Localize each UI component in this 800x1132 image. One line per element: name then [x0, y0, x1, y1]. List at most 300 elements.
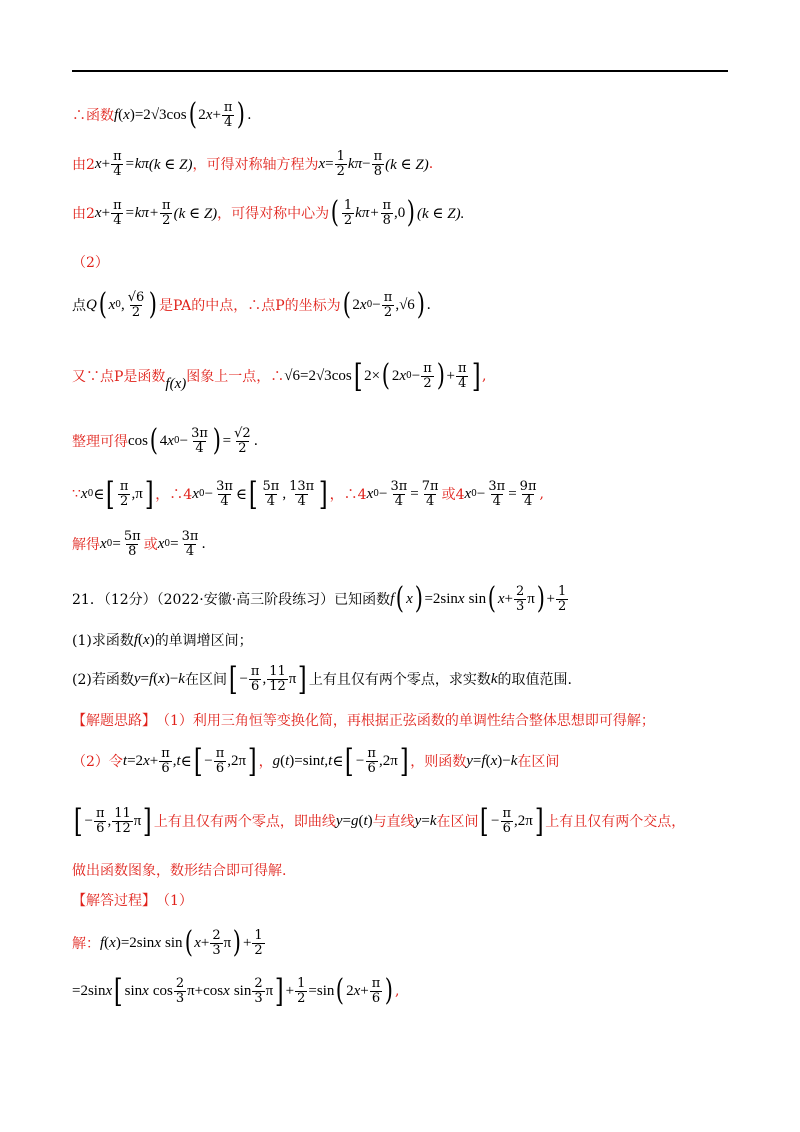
math: = — [170, 535, 179, 552]
num: π — [161, 745, 170, 761]
fraction — [249, 665, 262, 693]
num: 3π — [216, 478, 233, 494]
fraction — [421, 362, 434, 390]
math: x — [123, 106, 130, 123]
line-part2-label — [72, 252, 109, 272]
num: 1 — [297, 975, 306, 991]
math: √3 — [150, 106, 167, 123]
den: 4 — [426, 493, 435, 509]
math: π — [288, 670, 297, 687]
math: t — [328, 752, 333, 769]
section-tag: 【解答过程】 — [72, 893, 156, 909]
math: ( — [153, 670, 159, 687]
math: t — [285, 752, 290, 769]
math: ∈ — [332, 753, 344, 770]
math: ∈ — [93, 486, 105, 503]
math: ) — [367, 812, 373, 829]
math: sin — [468, 590, 487, 607]
math: x — [399, 367, 407, 384]
math: k — [429, 812, 437, 829]
math: k — [510, 752, 518, 769]
text: 的取值范围. — [497, 672, 572, 688]
math: f — [148, 670, 154, 687]
math: x — [366, 485, 374, 502]
sub: 0 — [406, 371, 412, 381]
math: 4 — [159, 432, 168, 449]
text: 解： — [72, 936, 100, 952]
math: − — [179, 432, 189, 449]
math: + — [446, 367, 455, 384]
math: − — [204, 752, 213, 769]
math: =2 — [127, 752, 144, 769]
math: x — [457, 590, 465, 607]
fraction — [365, 747, 378, 775]
num: π — [371, 975, 381, 991]
fraction — [252, 977, 264, 1005]
math: x — [497, 590, 505, 607]
line-range — [72, 475, 544, 513]
math: x — [94, 155, 102, 172]
math: ,√6 — [395, 296, 415, 313]
math: cos — [331, 367, 352, 384]
text: 在区间 — [184, 672, 227, 688]
num: 1 — [336, 149, 345, 164]
math: ( — [104, 934, 110, 951]
math: x — [359, 296, 367, 313]
den: 6 — [367, 760, 376, 776]
bracket: ] — [298, 660, 307, 698]
paren: ( — [487, 581, 497, 616]
paren: ( — [98, 287, 107, 322]
num: π — [423, 360, 432, 376]
den: 4 — [195, 440, 204, 456]
math: =2 — [134, 106, 151, 123]
math: 2 — [391, 367, 400, 384]
paren: ( — [396, 581, 405, 616]
bracket: [ — [73, 802, 83, 840]
fraction — [118, 480, 131, 508]
fraction — [94, 807, 107, 835]
paren: ) — [407, 195, 416, 230]
fraction — [295, 977, 307, 1005]
den: 6 — [215, 760, 225, 776]
den: 3 — [515, 598, 525, 614]
paren: ( — [336, 973, 345, 1008]
text: 上有且仅有两个交点， — [545, 814, 686, 830]
den: 12 — [114, 820, 131, 836]
math: − — [239, 670, 248, 687]
sub: 0 — [106, 539, 113, 550]
bracket: ] — [399, 742, 409, 780]
math: + — [212, 106, 221, 123]
text: 上有且仅有两个零点，即曲线 — [153, 814, 336, 830]
text: ∴函数 — [72, 108, 114, 124]
math: ) — [164, 670, 170, 687]
den: 6 — [96, 820, 105, 836]
text: 做出函数图象，数形结合即可得解. — [72, 863, 287, 879]
num: 5π — [123, 529, 141, 544]
num: 3π — [181, 529, 199, 544]
math: − — [355, 752, 365, 769]
num: √6 — [127, 289, 145, 305]
text: （2）令 — [72, 754, 123, 770]
math: y — [133, 670, 141, 687]
math: ( — [358, 812, 364, 829]
math: + — [149, 752, 159, 769]
math: g — [351, 812, 359, 829]
bracket: ] — [534, 802, 544, 840]
math: x — [143, 752, 150, 769]
math: =sin — [294, 752, 321, 769]
den: 2 — [254, 942, 263, 958]
math: kπ — [347, 155, 363, 172]
math: x — [108, 296, 116, 313]
bracket: ] — [144, 475, 154, 513]
math: , — [324, 752, 329, 769]
text: . — [253, 433, 259, 449]
num: π — [457, 360, 467, 376]
num: 3π — [390, 478, 408, 494]
fraction — [160, 199, 173, 227]
math: 2 — [198, 106, 206, 123]
den: 2 — [423, 375, 432, 391]
bracket: ] — [275, 972, 284, 1010]
den: 8 — [373, 163, 382, 179]
text: ， — [258, 754, 273, 770]
math: x — [80, 485, 88, 502]
math: +cos — [194, 982, 224, 999]
paren: ) — [237, 97, 246, 132]
math: π — [187, 982, 195, 999]
text: （1）利用三角恒等变换化简，再根据正弦函数的单调性结合整体思想即可得解； — [156, 713, 655, 729]
math: − — [372, 296, 381, 313]
num: 3π — [191, 425, 208, 441]
math: y — [414, 812, 422, 829]
line-point-p — [72, 357, 487, 395]
math: , — [120, 296, 125, 313]
math: − — [490, 812, 500, 829]
num: 5π — [262, 478, 280, 494]
bracket: ] — [319, 475, 328, 513]
math: x — [142, 982, 149, 999]
math: ∈ — [235, 486, 248, 503]
num: π — [223, 99, 233, 115]
num: π — [373, 149, 383, 164]
fraction — [372, 150, 385, 178]
math: − — [204, 485, 214, 502]
text: （1） — [156, 893, 193, 909]
math: sin — [164, 934, 183, 951]
math: f — [100, 934, 105, 951]
math: x — [143, 631, 150, 648]
line-solution-idea — [72, 710, 655, 730]
math: = — [112, 535, 121, 552]
line-question-21 — [72, 581, 569, 616]
den: 4 — [266, 493, 276, 509]
math: , — [262, 670, 267, 687]
bracket: [ — [193, 742, 203, 780]
math: sin — [124, 982, 143, 999]
num: π — [383, 289, 393, 305]
den: 6 — [251, 678, 260, 694]
math: y — [466, 752, 473, 769]
num: 2 — [515, 583, 525, 599]
paren: ) — [436, 358, 445, 393]
math: ( — [485, 752, 491, 769]
text: 21．（12分）（2022·安徽·高三阶段练习）已知函数 — [72, 592, 391, 608]
text: 点 — [72, 298, 86, 314]
math: π — [265, 982, 274, 999]
math: 2 — [352, 296, 360, 313]
den: 4 — [224, 114, 233, 130]
math: k — [178, 670, 185, 687]
math: ,2π — [227, 752, 247, 769]
fraction — [486, 480, 507, 508]
math: (k ∈ Z). — [416, 205, 465, 222]
text: 的单调增区间； — [154, 633, 253, 649]
text: 解得 — [72, 537, 100, 554]
den: 2 — [558, 598, 567, 614]
fraction — [456, 362, 469, 390]
math: x — [490, 752, 498, 769]
paren: ) — [232, 925, 242, 960]
math: ( — [118, 106, 124, 123]
num: 11 — [114, 805, 131, 821]
line-interval-intersection — [72, 802, 686, 840]
math: x — [154, 934, 161, 951]
line-function-result — [72, 97, 252, 132]
fraction — [159, 747, 172, 775]
text: . — [426, 297, 431, 313]
bracket: ] — [471, 357, 481, 395]
num: 1 — [254, 927, 263, 943]
num: 1 — [558, 583, 567, 599]
paren: ) — [414, 581, 423, 616]
fraction — [287, 480, 316, 508]
sub: 0 — [366, 300, 373, 310]
sub: 0 — [115, 300, 121, 310]
math: + — [200, 934, 210, 951]
text: ，∴4 — [329, 487, 367, 503]
den: 3 — [175, 990, 185, 1006]
math: t — [176, 752, 181, 769]
line-solve-start — [72, 925, 266, 960]
math: √6 — [284, 367, 300, 384]
math: − — [411, 367, 421, 384]
math: =2sin — [424, 590, 458, 607]
math: + — [546, 590, 556, 607]
fraction — [370, 977, 383, 1005]
math: t — [320, 752, 325, 769]
math: cos — [166, 106, 187, 123]
math: π — [133, 812, 142, 829]
math: =kπ+ — [124, 204, 160, 221]
sub: 0 — [173, 436, 180, 446]
text: 或4 — [441, 487, 465, 503]
num: π — [250, 663, 260, 679]
math: π — [223, 934, 232, 951]
math: , — [282, 485, 287, 502]
fraction — [214, 747, 227, 775]
fraction — [210, 929, 222, 957]
paren: ( — [184, 925, 193, 960]
num: 13π — [289, 478, 315, 494]
math: =kπ — [124, 155, 149, 172]
den: 4 — [220, 493, 229, 509]
num: π — [382, 197, 392, 213]
math: − — [84, 812, 93, 829]
fraction — [122, 530, 143, 558]
fraction — [174, 977, 186, 1005]
fraction — [261, 480, 282, 508]
text: ，可得对称中心为 — [217, 206, 330, 222]
fraction — [252, 929, 264, 957]
section-tag: 【解题思路】 — [72, 713, 156, 729]
den: 3 — [212, 942, 221, 958]
den: 3 — [254, 990, 263, 1006]
text: , — [482, 368, 487, 384]
math: f — [114, 106, 119, 123]
math: π — [527, 590, 535, 607]
fraction — [126, 291, 147, 319]
math: ) — [129, 106, 135, 123]
den: 4 — [297, 493, 306, 509]
den: 2 — [343, 212, 353, 228]
num: π — [119, 478, 129, 494]
text: , — [539, 486, 544, 502]
den: 8 — [128, 543, 137, 559]
fraction — [342, 199, 354, 227]
math: Q — [86, 296, 97, 313]
math: ,0 — [394, 204, 406, 221]
math: f — [390, 590, 395, 607]
math: y — [335, 812, 343, 829]
num: √2 — [234, 425, 251, 441]
paren: ) — [416, 287, 425, 322]
num: π — [113, 149, 122, 164]
math: ,π — [131, 485, 143, 502]
num: π — [162, 197, 171, 213]
fraction — [500, 807, 513, 835]
math: − — [362, 155, 371, 172]
math: x — [100, 535, 107, 552]
math: = — [508, 485, 517, 502]
line-question-part1 — [72, 630, 253, 650]
math: x — [158, 670, 165, 687]
text: 在区间 — [517, 754, 560, 770]
math: + — [101, 155, 111, 172]
math: ) — [115, 934, 121, 951]
den: 6 — [161, 760, 170, 776]
bracket: [ — [345, 742, 355, 780]
math: , — [172, 752, 177, 769]
sub: 0 — [373, 489, 379, 499]
bracket: ] — [247, 742, 257, 780]
math: (k ∈ Z) — [148, 156, 193, 173]
den: 4 — [113, 212, 122, 228]
math: ∈ — [180, 753, 192, 770]
fraction — [222, 101, 235, 129]
paren: ( — [149, 423, 158, 458]
math: ,2π — [513, 812, 533, 829]
math: x — [318, 155, 326, 172]
math: f — [133, 631, 139, 648]
fraction — [518, 480, 539, 508]
den: 4 — [523, 493, 533, 509]
text: (2)若函数 — [72, 672, 134, 688]
den: 2 — [336, 163, 345, 179]
math: f(x) — [165, 375, 187, 392]
math: = — [140, 670, 149, 687]
math: x — [167, 432, 174, 449]
paren: ( — [188, 97, 197, 132]
text: . — [247, 107, 252, 123]
line-center-equation — [72, 195, 465, 230]
line-question-part2 — [72, 660, 572, 698]
line-axis-equation — [72, 150, 433, 178]
math: x — [223, 982, 230, 999]
fraction — [388, 480, 409, 508]
math: x — [94, 204, 102, 221]
paren: ) — [385, 973, 394, 1008]
paren: ) — [149, 287, 158, 322]
text: ，∴4 — [155, 487, 193, 503]
math: x — [109, 934, 116, 951]
math: sin — [233, 982, 252, 999]
num: π — [95, 805, 105, 821]
text: 整理可得 — [72, 434, 128, 450]
math: kπ+ — [355, 204, 380, 221]
num: 2 — [254, 975, 263, 991]
paren: ) — [212, 423, 221, 458]
math: − — [378, 485, 388, 502]
math: g — [272, 752, 281, 769]
math: + — [360, 982, 369, 999]
num: 1 — [343, 197, 353, 213]
den: 2 — [120, 493, 129, 509]
den: 4 — [492, 493, 501, 509]
math: ( — [280, 752, 286, 769]
sub: 0 — [87, 489, 94, 499]
header-rule — [72, 70, 728, 72]
text: , — [395, 983, 400, 999]
den: 4 — [185, 543, 195, 559]
text: 上有且仅有两个零点，求实数 — [308, 672, 491, 688]
math: =2 — [299, 367, 316, 384]
fraction — [214, 480, 235, 508]
num: π — [367, 745, 376, 761]
text: 是PA的中点，∴点P的坐标为 — [159, 298, 341, 314]
fraction — [380, 199, 393, 227]
math: ) — [149, 631, 155, 648]
fraction — [267, 665, 288, 693]
num: π — [113, 197, 122, 213]
math: + — [101, 204, 111, 221]
text: 与直线 — [372, 814, 415, 830]
math: − — [476, 485, 486, 502]
math: cos — [152, 982, 173, 999]
num: 11 — [269, 663, 286, 679]
fraction — [556, 585, 568, 613]
line-graph-note — [72, 860, 286, 880]
den: 6 — [502, 820, 511, 836]
paren: ) — [536, 581, 545, 616]
line-point-q — [72, 287, 431, 322]
den: 8 — [382, 212, 391, 228]
math: 2 — [346, 982, 354, 999]
num: π — [502, 805, 511, 821]
text: ，可得对称轴方程为 — [192, 157, 319, 174]
